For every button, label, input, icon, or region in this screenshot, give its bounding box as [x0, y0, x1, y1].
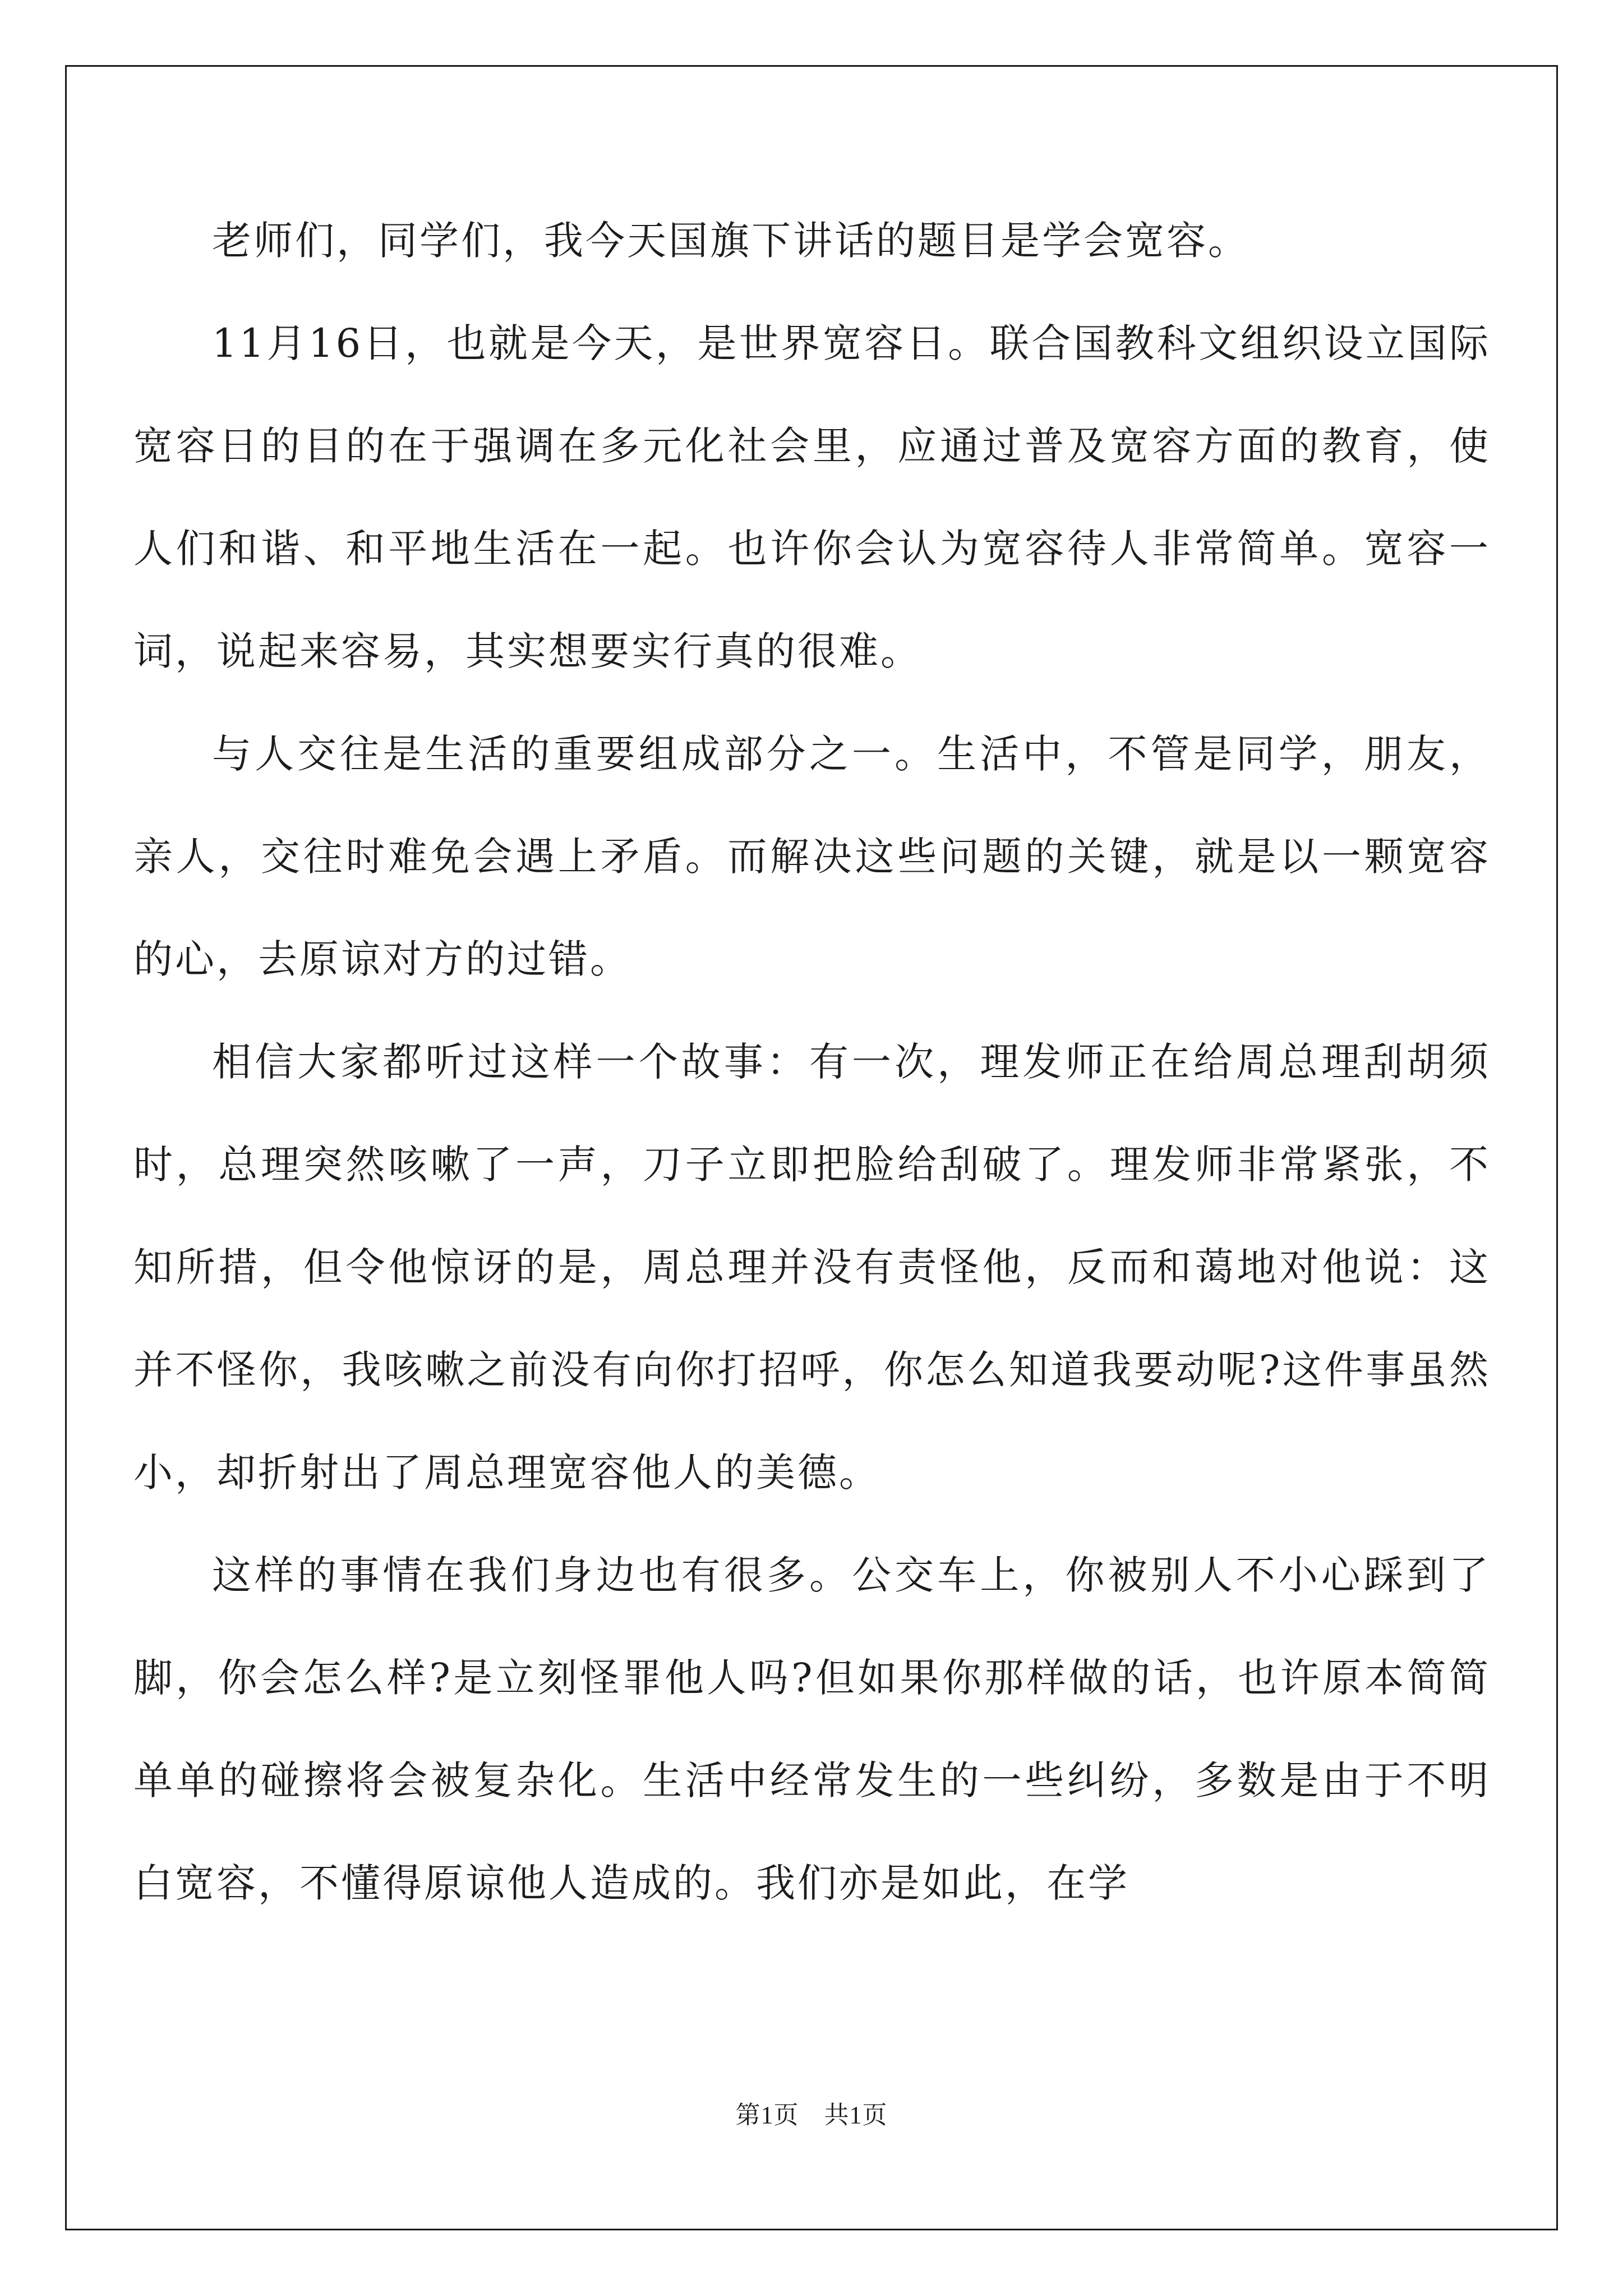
document-body: [133, 0, 1491, 1935]
paragraph: 老师们，同学们，我今天国旗下讲话的题目是学会宽容。: [212, 218, 1249, 264]
paragraph: 11月16日，也就是今天，是世界宽容日。联合国教科文组织设立国际宽容日的目的在于强调在多元化社会里，应通过普及宽容方面的教育，使人们和谐、和平地生活在一起。也许你会认为宽容待人非常简单。宽容一词，说起来容易，其实想要实行真的很难。: [133, 320, 1491, 674]
paragraph: 相信大家都听过这样一个故事：有一次，理发师正在给周总理刮胡须时，总理突然咳嗽了一声，刀子立即把脸给刮破了。理发师非常紧张，不知所措，但令他惊讶的是，周总理并没有责怪他，反而和蔼地对他说：这并不怪你，我咳嗽之前没有向你打招呼，你怎么知道我要动呢?这件事虽然小，却折射出了周总理宽容他人的美德。: [133, 1039, 1491, 1496]
paragraph: 这样的事情在我们身边也有很多。公交车上，你被别人不小心踩到了脚，你会怎么样?是立刻怪罪他人吗?但如果你那样做的话，也许原本简简单单的碰擦将会被复杂化。生活中经常发生的一些纠纷，多数是由于不明白宽容，不懂得原谅他人造成的。我们亦是如此，在学: [133, 1552, 1491, 1906]
paragraph: 与人交往是生活的重要组成部分之一。生活中，不管是同学，朋友，亲人，交往时难免会遇上矛盾。而解决这些问题的关键，就是以一颗宽容的心，去原谅对方的过错。: [133, 731, 1491, 982]
page-footer: 第1页 共1页: [735, 2101, 888, 2129]
